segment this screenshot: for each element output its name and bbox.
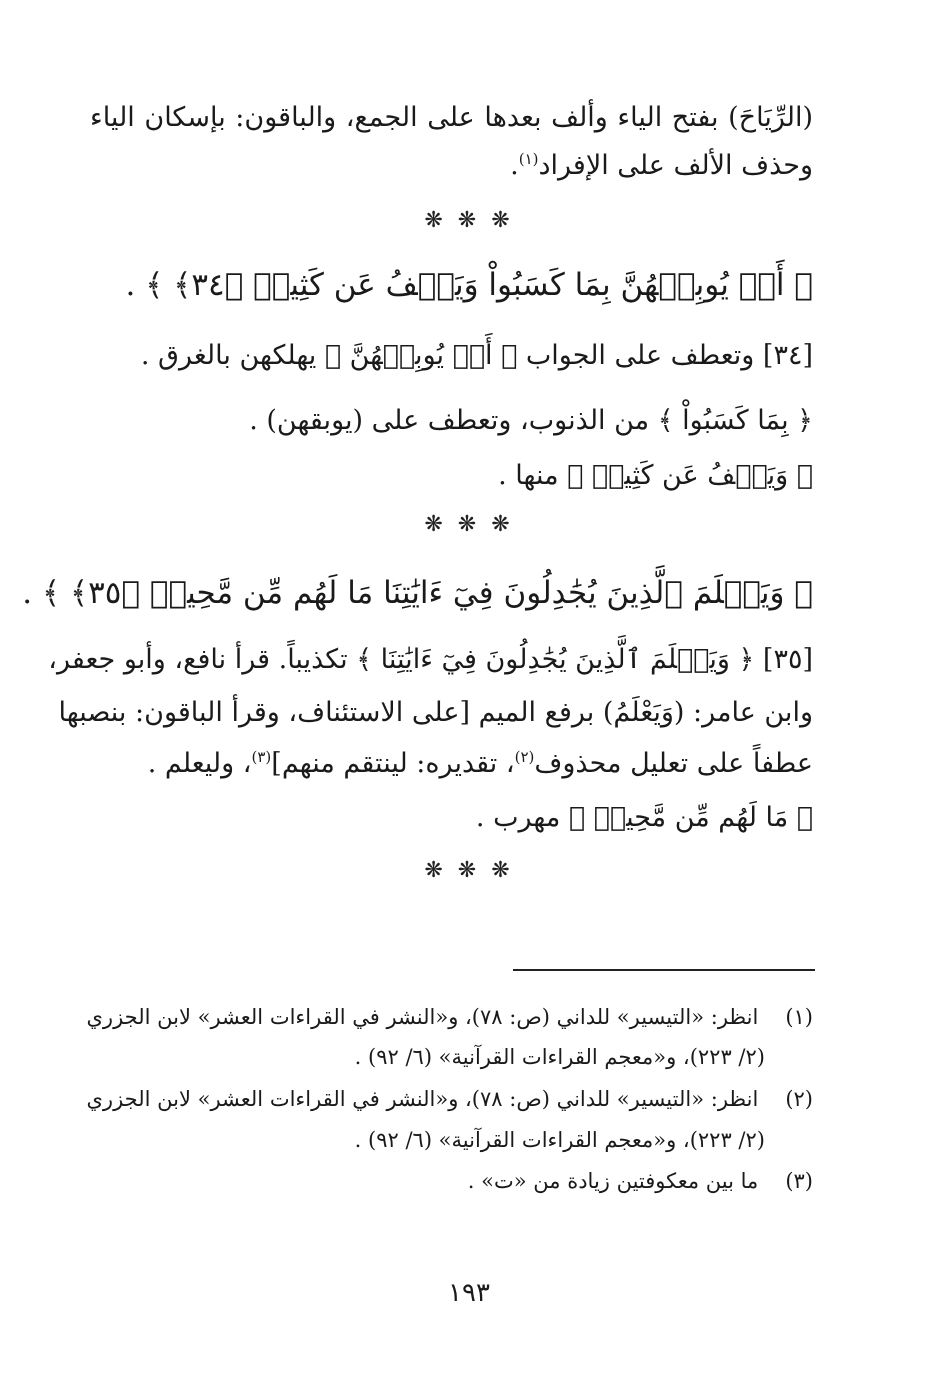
commentary-35-line-3-c: ، وليعلم .	[147, 748, 252, 779]
commentary-34-line-3: ﴿ وَيَعۡفُ عَن كَثِيرٖ ﴾ منها .	[498, 460, 813, 491]
commentary-34-line-1: [٣٤] وتعطف على الجواب ﴿ أَوۡ يُوبِقۡهُنَّ ﴾ يهلكهن بالغرق .	[140, 340, 813, 371]
commentary-35-line-3	[90, 744, 813, 784]
footnote-3-text-1: ما بين معكوفتين زيادة من «ت» .	[467, 1169, 759, 1193]
text-line-2	[90, 146, 813, 186]
section-separator-1: ❋ ❋ ❋	[424, 208, 514, 233]
commentary-35-line-2: وابن عامر: (وَيَعْلَمُ) برفع الميم [على الاستئناف، وقرأ الباقون: بنصبها	[58, 697, 813, 728]
footnote-ref-2: (٢)	[514, 748, 535, 766]
page-number: ١٩٣	[448, 1278, 490, 1308]
footnote-1-text-1: انظر: «التيسير» للداني (ص: ٧٨)، و«النشر في القراءات العشر» لابن الجزري	[86, 1005, 759, 1029]
footnote-ref-3: (٣)	[251, 748, 272, 766]
footnote-divider	[513, 969, 815, 971]
verse-35: ﴿ وَيَعۡلَمَ ٱلَّذِينَ يُجَٰدِلُونَ فِيٓ ءَايَٰتِنَا مَا لَهُم مِّن مَّحِيصٖ ﴿٣٥﴾ ﴾ .	[22, 575, 813, 611]
verse-34: ﴿ أَوۡ يُوبِقۡهُنَّ بِمَا كَسَبُواْ وَيَعۡفُ عَن كَثِيرٖ ﴿٣٤﴾ ﴾ .	[125, 267, 813, 303]
footnote-3-line-1	[95, 1164, 813, 1198]
text-line-1: (الرِّيَاحَ) بفتح الياء وألف بعدها على الجمع، والباقون: بإسكان الياء	[90, 102, 813, 133]
text-line-2-main: وحذف الألف على الإفراد	[538, 150, 813, 181]
commentary-34-line-2: ﴿ بِمَا كَسَبُواْ ﴾ من الذنوب، وتعطف على (يوبقهن) .	[249, 405, 813, 436]
section-separator-3: ❋ ❋ ❋	[424, 858, 514, 883]
footnote-ref-1: (١)	[518, 150, 539, 168]
footnote-2-number: (٢)	[785, 1087, 813, 1111]
footnote-1-line-2: (٢/ ٢٢٣)، و«معجم القراءات القرآنية» (٦/ ٩٢) .	[354, 1045, 765, 1069]
commentary-35-line-3-a: عطفاً على تعليل محذوف	[534, 748, 813, 779]
commentary-35-line-3-b: ، تقديره: لينتقم منهم]	[271, 748, 515, 779]
footnote-1-line-1	[86, 1000, 813, 1034]
footnote-2-line-2: (٢/ ٢٢٣)، و«معجم القراءات القرآنية» (٦/ ٩٢) .	[354, 1128, 765, 1152]
footnote-1-number: (١)	[785, 1005, 813, 1029]
footnote-2-line-1	[86, 1082, 813, 1116]
commentary-35-line-1: [٣٥] ﴿ وَيَعۡلَمَ ٱلَّذِينَ يُجَٰدِلُونَ فِيٓ ءَايَٰتِنَا ﴾ تكذيباً. قرأ نافع، وأبو جعفر،	[48, 644, 813, 675]
footnote-2-text-1: انظر: «التيسير» للداني (ص: ٧٨)، و«النشر في القراءات العشر» لابن الجزري	[86, 1087, 759, 1111]
section-separator-2: ❋ ❋ ❋	[424, 512, 514, 537]
commentary-35-line-4: ﴿ مَا لَهُم مِّن مَّحِيصٖ ﴾ مهرب .	[475, 802, 813, 833]
text-line-2-end: .	[510, 150, 519, 181]
footnote-3-number: (٣)	[785, 1169, 813, 1193]
